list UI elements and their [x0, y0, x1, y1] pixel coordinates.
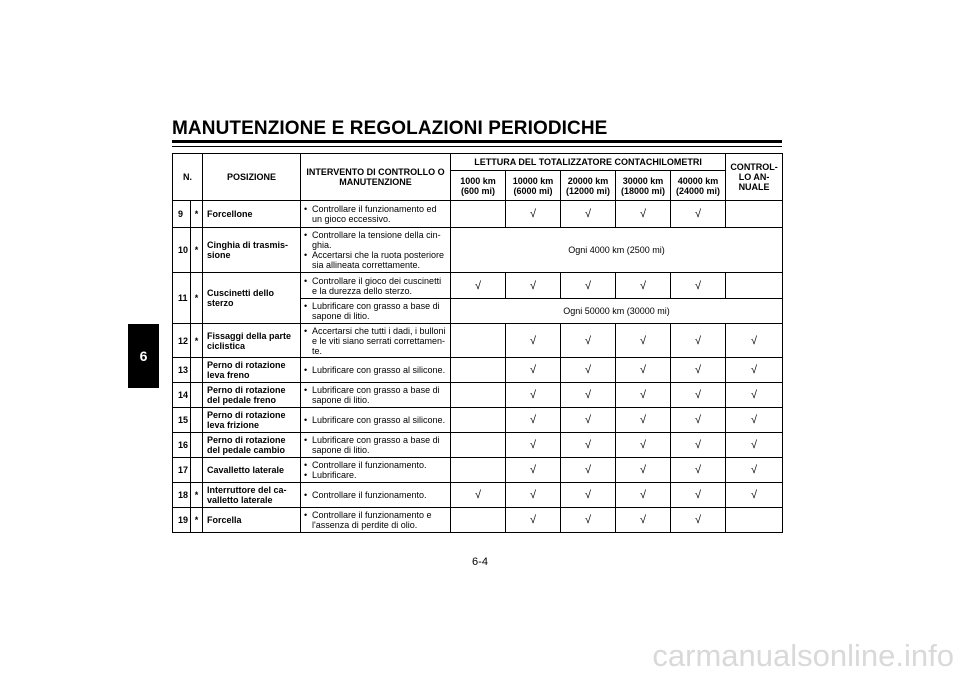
row-number: 18 [173, 483, 191, 508]
header-mi-value: (6000 mi) [513, 185, 553, 196]
header-km-value: 40000 km [677, 175, 719, 186]
check-cell [726, 383, 783, 408]
row-position: Fissaggi della parte ciclistica [203, 324, 301, 358]
check-cell [671, 324, 726, 358]
row-star: * [191, 273, 203, 324]
action-text: Controllare la tensione della cin- ghia. [312, 230, 441, 250]
row-star [191, 458, 203, 483]
row-star: * [191, 483, 203, 508]
check-cell [616, 508, 671, 533]
row-actions [301, 508, 451, 533]
check-cell [451, 458, 506, 483]
check-cell [506, 433, 561, 458]
header-km-value: 1000 km [460, 175, 496, 186]
action-item [304, 460, 448, 470]
check-cell [451, 433, 506, 458]
check-cell [561, 458, 616, 483]
check-cell [671, 433, 726, 458]
action-item [304, 490, 448, 500]
check-mark-icon: √ [584, 389, 592, 401]
check-cell [671, 458, 726, 483]
action-item [304, 435, 448, 455]
check-cell [671, 383, 726, 408]
check-mark-icon: √ [695, 439, 702, 451]
check-mark-icon: √ [639, 364, 647, 376]
check-cell [726, 508, 783, 533]
check-mark-icon: √ [695, 279, 702, 292]
check-mark-icon: √ [529, 334, 537, 347]
check-cell [451, 201, 506, 228]
check-mark-icon: √ [751, 489, 758, 501]
check-mark-icon: √ [695, 389, 702, 401]
check-mark-icon: √ [695, 514, 702, 526]
row-star [191, 383, 203, 408]
check-mark-icon: √ [529, 389, 537, 401]
bullet-icon: • [304, 510, 308, 520]
check-mark-icon: √ [584, 439, 592, 451]
bullet-icon: • [304, 470, 308, 480]
table-row [173, 433, 783, 458]
check-cell [451, 324, 506, 358]
check-cell [451, 383, 506, 408]
action-text: Lubrificare con grasso al silicone. [312, 365, 446, 375]
check-cell [726, 408, 783, 433]
header-mi-value: (600 mi) [460, 185, 495, 196]
bullet-icon: • [304, 415, 308, 425]
check-cell [616, 358, 671, 383]
check-cell [506, 273, 561, 299]
action-item [304, 415, 448, 425]
action-item [304, 301, 448, 321]
action-text: Controllare il funzionamento. [312, 490, 427, 500]
check-mark-icon: √ [695, 464, 702, 476]
header-km-2 [561, 171, 616, 201]
header-km-3 [616, 171, 671, 201]
action-item [304, 276, 448, 296]
check-cell [726, 273, 783, 299]
row-actions [301, 201, 451, 228]
action-text: Accertarsi che la ruota posteriore sia allineata correttamente. [312, 250, 445, 270]
check-mark-icon: √ [584, 208, 592, 220]
check-cell [451, 508, 506, 533]
row-number: 17 [173, 458, 191, 483]
check-cell [726, 201, 783, 228]
header-km-value: 30000 km [622, 175, 664, 186]
bullet-icon: • [304, 385, 308, 395]
interval-span: Ogni 4000 km (2500 mi) [451, 228, 783, 273]
check-cell [561, 483, 616, 508]
check-mark-icon: √ [584, 489, 592, 501]
check-mark-icon: √ [695, 334, 702, 347]
table-row [173, 408, 783, 433]
header-mi-value: (18000 mi) [620, 185, 666, 196]
chapter-tab[interactable]: 6 [128, 324, 159, 388]
header-num: N. [173, 154, 203, 201]
check-mark-icon: √ [474, 489, 482, 501]
check-cell [616, 408, 671, 433]
check-mark-icon: √ [695, 208, 702, 220]
header-odometer: LETTURA DEL TOTALIZZATORE CONTACHILOMETRI [451, 154, 726, 171]
row-star: * [191, 201, 203, 228]
row-star: * [191, 228, 203, 273]
check-cell [561, 201, 616, 228]
row-number: 16 [173, 433, 191, 458]
table-row [173, 201, 783, 228]
check-cell [616, 273, 671, 299]
check-mark-icon: √ [584, 279, 592, 292]
check-mark-icon: √ [751, 334, 758, 347]
bullet-icon: • [304, 490, 308, 500]
check-cell [561, 273, 616, 299]
bullet-icon: • [304, 301, 308, 311]
check-cell [726, 358, 783, 383]
row-number: 9 [173, 201, 191, 228]
check-mark-icon: √ [639, 389, 647, 401]
check-cell [671, 408, 726, 433]
check-cell [561, 324, 616, 358]
action-item [304, 204, 448, 224]
header-annual-check: CONTROL- LO AN- NUALE [726, 154, 783, 201]
check-mark-icon: √ [584, 514, 592, 526]
check-mark-icon: √ [529, 279, 537, 292]
action-item [304, 326, 448, 356]
row-position: Cuscinetti dello sterzo [203, 273, 301, 324]
bullet-icon: • [304, 230, 308, 240]
table-row [173, 228, 783, 273]
interval-span: Ogni 50000 km (30000 mi) [451, 299, 783, 324]
action-item [304, 230, 448, 250]
action-item [304, 385, 448, 405]
row-actions [301, 483, 451, 508]
row-number: 19 [173, 508, 191, 533]
header-intervention: INTERVENTO DI CONTROLLO O MANUTENZIONE [301, 154, 451, 201]
row-position: Cavalletto laterale [203, 458, 301, 483]
table-row [173, 458, 783, 483]
check-mark-icon: √ [584, 334, 592, 347]
check-mark-icon: √ [639, 464, 647, 476]
header-km-value: 10000 km [512, 175, 554, 186]
check-mark-icon: √ [751, 364, 758, 376]
check-mark-icon: √ [639, 514, 647, 526]
check-mark-icon: √ [751, 389, 758, 401]
check-cell [616, 483, 671, 508]
action-text: Lubrificare con grasso a base di sapone di litio. [312, 435, 440, 455]
row-position: Perno di rotazione leva freno [203, 358, 301, 383]
table-row [173, 483, 783, 508]
check-cell [671, 358, 726, 383]
header-km-4 [671, 171, 726, 201]
row-actions [301, 383, 451, 408]
row-position: Interruttore del ca- valletto laterale [203, 483, 301, 508]
check-cell [506, 358, 561, 383]
check-cell [506, 408, 561, 433]
action-item [304, 250, 448, 270]
row-actions [301, 324, 451, 358]
row-number: 14 [173, 383, 191, 408]
check-mark-icon: √ [751, 439, 758, 451]
check-mark-icon: √ [529, 439, 537, 451]
row-position: Forcella [203, 508, 301, 533]
row-position: Perno di rotazione leva frizione [203, 408, 301, 433]
row-star [191, 358, 203, 383]
table-row [173, 273, 783, 299]
row-actions [301, 299, 451, 324]
title-rule-thin [172, 146, 782, 147]
bullet-icon: • [304, 275, 308, 286]
check-mark-icon: √ [529, 414, 537, 426]
check-mark-icon: √ [695, 414, 702, 426]
row-star [191, 408, 203, 433]
check-cell [616, 324, 671, 358]
check-cell [616, 201, 671, 228]
action-text: Lubrificare con grasso a base di sapone di litio. [312, 301, 440, 321]
watermark-text: carmanualsonline.info [652, 638, 954, 673]
row-position: Perno di rotazione del pedale cambio [203, 433, 301, 458]
check-cell [726, 433, 783, 458]
action-item [304, 510, 448, 530]
check-cell [451, 483, 506, 508]
check-mark-icon: √ [584, 364, 592, 376]
action-item [304, 365, 448, 375]
header-km-1 [506, 171, 561, 201]
row-number: 11 [173, 273, 191, 324]
action-text: Controllare il funzionamento e l'assenza di perdite di olio. [312, 510, 432, 530]
check-cell [561, 358, 616, 383]
check-cell [451, 408, 506, 433]
check-cell [506, 201, 561, 228]
action-text: Controllare il funzionamento. [312, 460, 427, 470]
check-cell [506, 458, 561, 483]
check-cell [561, 433, 616, 458]
check-cell [561, 508, 616, 533]
check-cell [726, 324, 783, 358]
check-mark-icon: √ [639, 279, 647, 292]
action-text: Lubrificare con grasso a base di sapone di litio. [312, 385, 440, 405]
check-mark-icon: √ [695, 489, 702, 501]
page-title: MANUTENZIONE E REGOLAZIONI PERIODICHE [172, 118, 608, 139]
row-number: 13 [173, 358, 191, 383]
check-cell [506, 324, 561, 358]
check-cell [671, 508, 726, 533]
action-text: Accertarsi che tutti i dadi, i bulloni e le viti siano serrati correttamen- te. [312, 325, 446, 356]
check-cell [561, 408, 616, 433]
check-cell [671, 273, 726, 299]
action-text: Lubrificare. [312, 470, 357, 480]
page-number: 6-4 [472, 556, 488, 568]
row-star: * [191, 508, 203, 533]
action-text: Controllare il gioco dei cuscinetti e la durezza dello sterzo. [312, 275, 442, 296]
row-actions [301, 408, 451, 433]
action-item [304, 470, 448, 480]
row-actions [301, 273, 451, 299]
table-row [173, 358, 783, 383]
check-mark-icon: √ [584, 464, 592, 476]
row-actions [301, 458, 451, 483]
check-mark-icon: √ [639, 208, 647, 220]
check-mark-icon: √ [584, 414, 592, 426]
header-position: POSIZIONE [203, 154, 301, 201]
row-position: Perno di rotazione del pedale freno [203, 383, 301, 408]
header-km-value: 20000 km [567, 175, 609, 186]
check-mark-icon: √ [639, 414, 647, 426]
row-number: 10 [173, 228, 191, 273]
check-mark-icon: √ [529, 514, 537, 526]
check-mark-icon: √ [529, 208, 537, 220]
bullet-icon: • [304, 435, 308, 445]
maintenance-table [172, 153, 783, 533]
row-actions [301, 433, 451, 458]
header-mi-value: (24000 mi) [676, 185, 721, 196]
row-actions [301, 228, 451, 273]
check-cell [616, 433, 671, 458]
row-number: 15 [173, 408, 191, 433]
check-mark-icon: √ [695, 364, 702, 376]
row-position: Cinghia di trasmis- sione [203, 228, 301, 273]
check-cell [726, 458, 783, 483]
check-mark-icon: √ [639, 439, 647, 451]
check-cell [726, 483, 783, 508]
check-mark-icon: √ [529, 489, 537, 501]
check-cell [671, 483, 726, 508]
table-row [173, 508, 783, 533]
check-mark-icon: √ [474, 279, 482, 292]
row-actions [301, 358, 451, 383]
row-position: Forcellone [203, 201, 301, 228]
bullet-icon: • [304, 204, 308, 214]
check-mark-icon: √ [529, 464, 537, 476]
action-text: Controllare il funzionamento ed un gioco eccessivo. [312, 204, 437, 224]
check-cell [451, 273, 506, 299]
bullet-icon: • [304, 250, 308, 260]
check-cell [616, 458, 671, 483]
table-row [173, 383, 783, 408]
check-mark-icon: √ [751, 414, 758, 426]
header-km-0 [451, 171, 506, 201]
check-cell [506, 383, 561, 408]
row-star [191, 433, 203, 458]
check-cell [616, 383, 671, 408]
table-row [173, 324, 783, 358]
check-mark-icon: √ [751, 464, 758, 476]
check-cell [451, 358, 506, 383]
check-cell [506, 483, 561, 508]
check-cell [561, 383, 616, 408]
check-mark-icon: √ [639, 489, 647, 501]
check-cell [506, 508, 561, 533]
check-mark-icon: √ [529, 364, 537, 376]
check-cell [671, 201, 726, 228]
header-mi-value: (12000 mi) [565, 185, 611, 196]
bullet-icon: • [304, 325, 308, 336]
bullet-icon: • [304, 365, 308, 375]
row-star: * [191, 324, 203, 358]
bullet-icon: • [304, 460, 308, 470]
title-rule-thick [172, 140, 782, 143]
check-mark-icon: √ [639, 334, 647, 347]
action-text: Lubrificare con grasso al silicone. [312, 415, 446, 425]
row-number: 12 [173, 324, 191, 358]
